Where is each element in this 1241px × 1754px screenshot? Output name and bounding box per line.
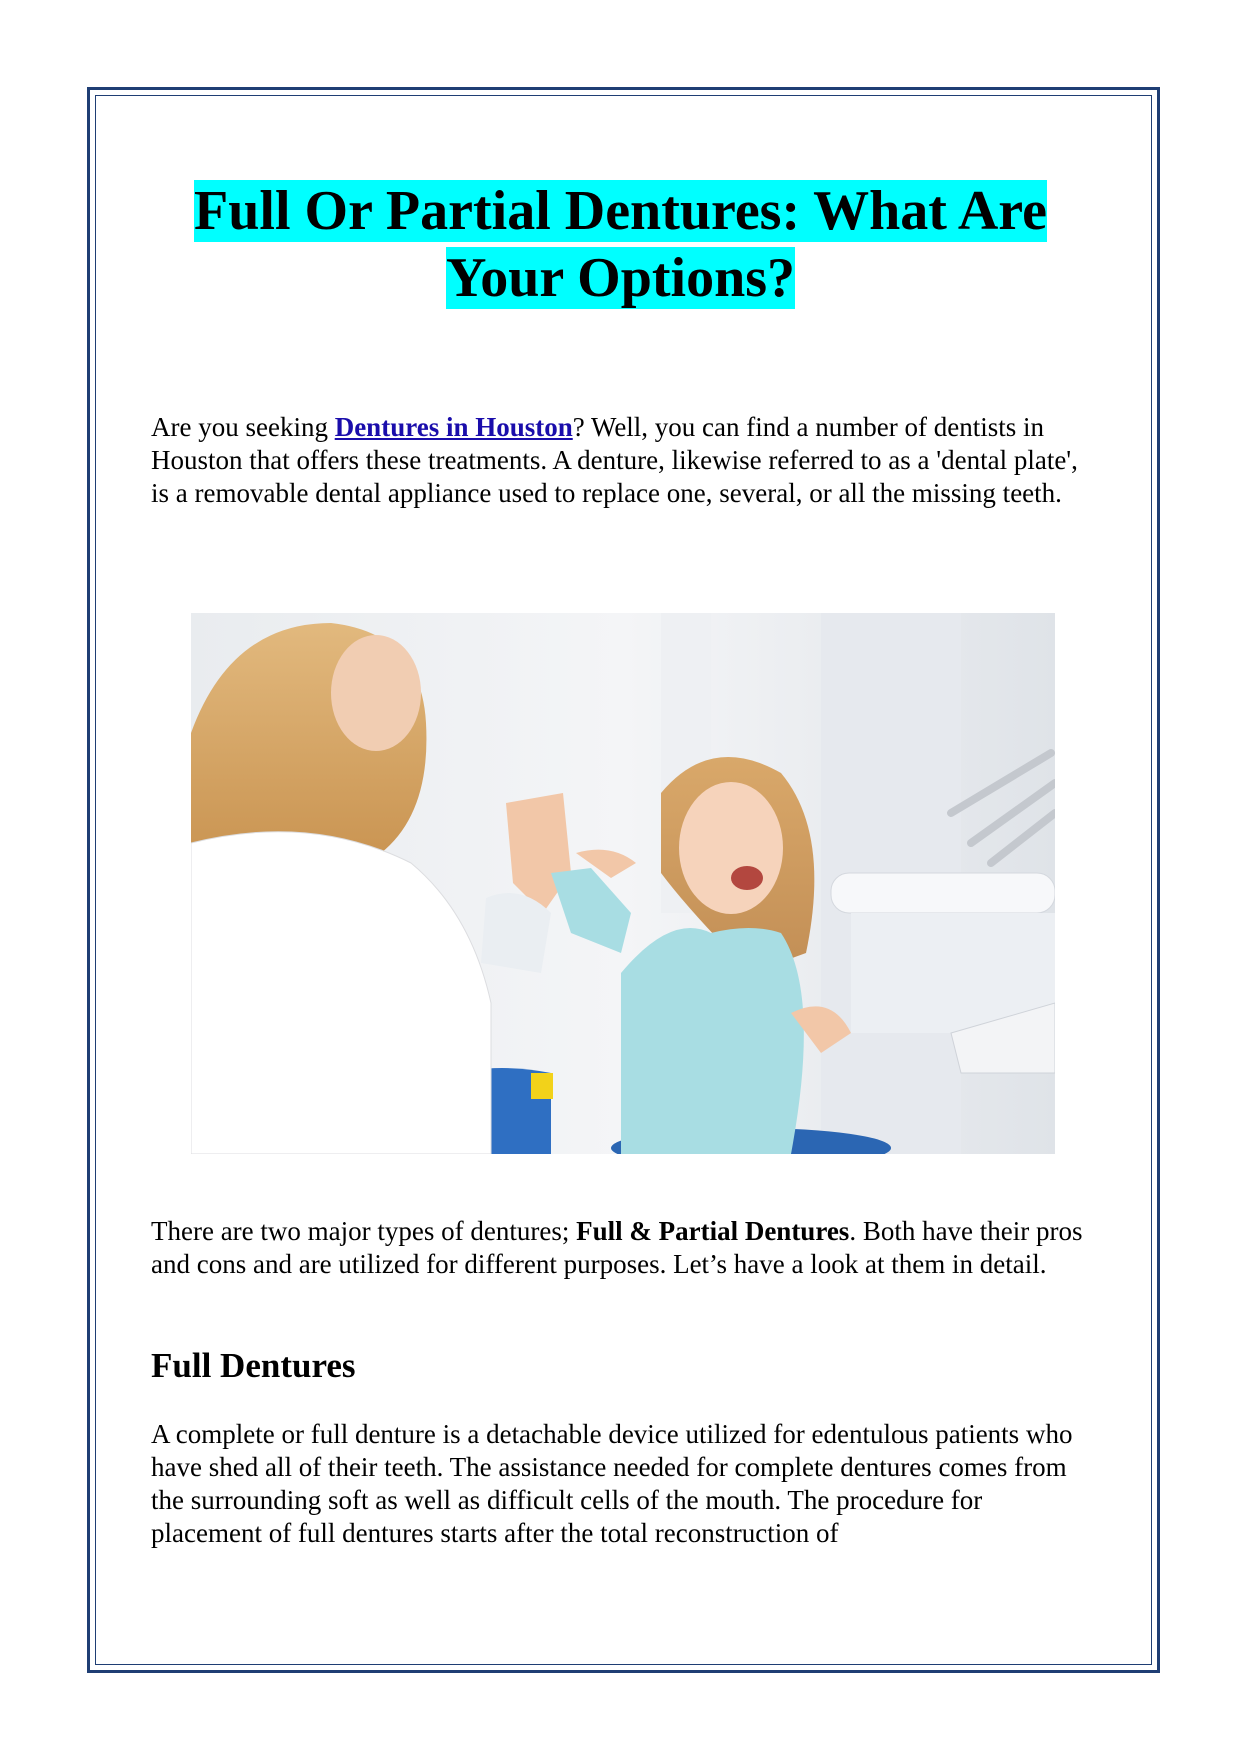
dentures-houston-link[interactable]: Dentures in Houston — [334, 412, 573, 442]
page-title — [150, 178, 1091, 312]
types-bold-text: Full & Partial Dentures — [576, 1216, 850, 1246]
intro-text-end: ? Well, you can find a number of dentists in Houston that offers these treatments. A denture, likewise referred to as a 'dental plate', is a removable dental appliance used to replace one, several, or all the missing teeth. — [151, 412, 1078, 508]
types-text-start: There are two major types of dentures; — [151, 1216, 577, 1246]
intro-paragraph — [151, 411, 1096, 510]
intro-text-start: Are you seeking — [151, 412, 335, 442]
dentist-child-photo — [191, 613, 1055, 1154]
title-line-1: Full Or Partial Dentures: What Are — [194, 180, 1047, 242]
full-dentures-paragraph: A complete or full denture is a detachable device utilized for edentulous patients who have shed all of their teeth. The assistance needed for complete dentures comes from the surrounding soft as well as difficult cells of the mouth. The procedure for placement of full dentures starts after the total reconstruction of — [151, 1419, 1073, 1548]
types-text-end: . Both have their pros and cons and are utilized for different purposes. Let’s have a look at them in detail. — [151, 1216, 1083, 1279]
types-paragraph — [151, 1215, 1096, 1281]
section-heading-full-dentures: Full Dentures — [151, 1346, 356, 1385]
title-line-2: Your Options? — [445, 247, 796, 309]
